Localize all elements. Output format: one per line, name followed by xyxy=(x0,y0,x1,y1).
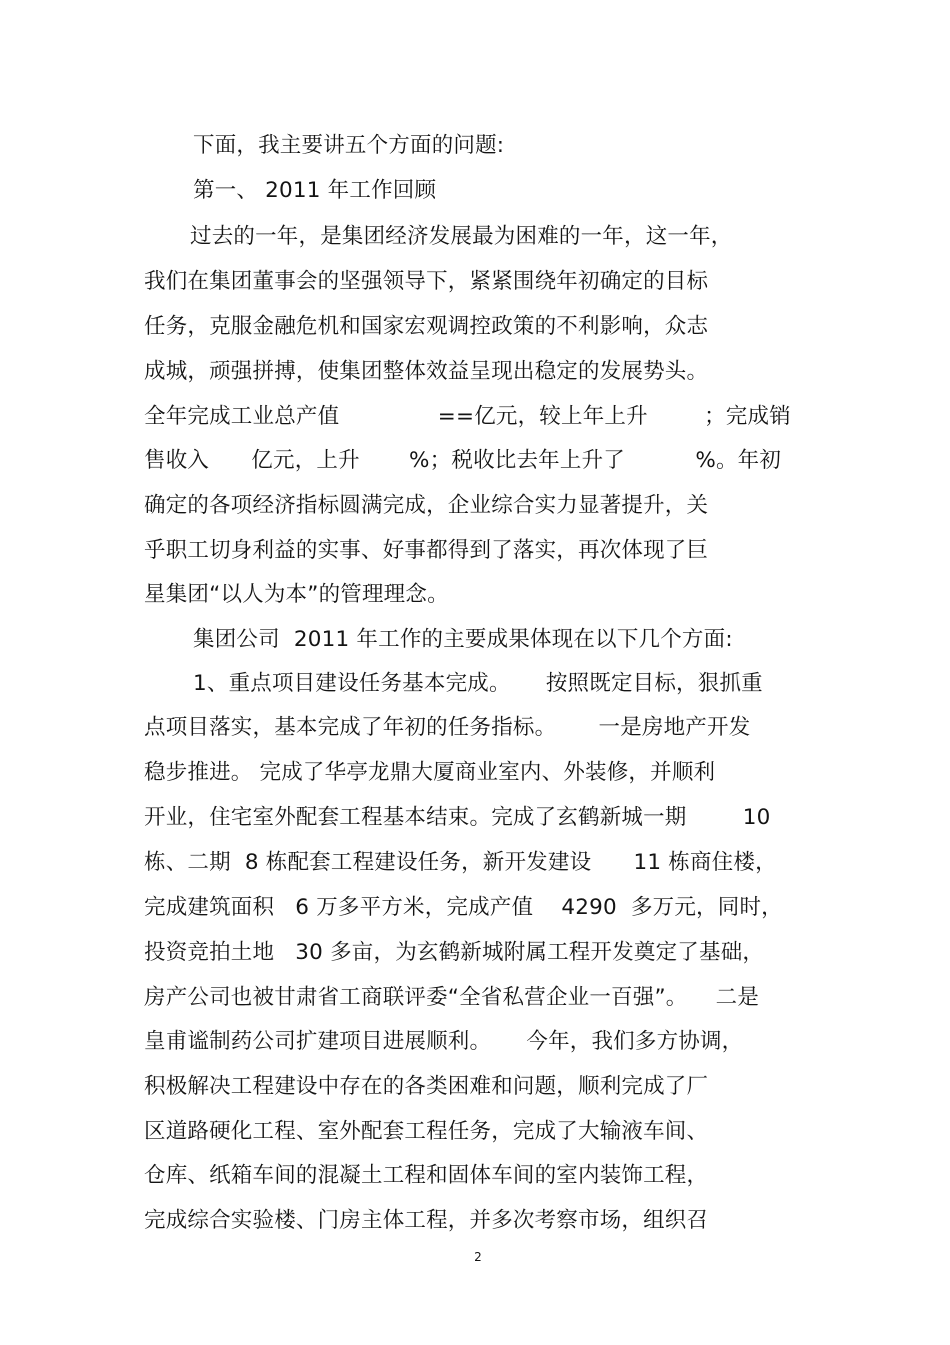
text-line-25: 完成综合实验楼、门房主体工程，并多次考察市场，组织召 xyxy=(144,1208,709,1233)
text-line-15: 稳步推进。 完成了华亭龙鼎大厦商业室内、外装修，并顺利 xyxy=(144,760,716,785)
text-line-18: 完成建筑面积 6 万多平方米，完成产值 4290 多万元，同时， xyxy=(144,895,783,920)
text-line-11: 星集团“以人为本”的管理理念。 xyxy=(144,582,449,607)
text-line-23: 区道路硬化工程、室外配套工程任务，完成了大输液车间、 xyxy=(144,1119,709,1144)
text-line-14: 点项目落实，基本完成了年初的任务指标。 一是房地产开发 xyxy=(144,715,751,740)
text-line-20: 房产公司也被甘肃省工商联评委“全省私营企业一百强”。 二是 xyxy=(144,985,760,1010)
text-line-13: 1、重点项目建设任务基本完成。 按照既定目标，狠抓重 xyxy=(193,671,763,696)
text-line-19: 投资竞拍土地 30 多亩，为玄鹤新城附属工程开发奠定了基础， xyxy=(144,940,765,965)
text-line-10: 乎职工切身利益的实事、好事都得到了落实，再次体现了巨 xyxy=(144,538,709,563)
text-line-7: 全年完成工业总产值 ==亿元，较上年上升 ；完成销 xyxy=(144,404,791,429)
text-line-17: 栋、二期 8 栋配套工程建设任务，新开发建设 11 栋商住楼， xyxy=(144,850,777,875)
text-line-1: 下面，我主要讲五个方面的问题: xyxy=(193,133,505,158)
text-line-6: 成城，顽强拼搏，使集团整体效益呈现出稳定的发展势头。 xyxy=(144,359,709,384)
text-line-2: 第一、 2011 年工作回顾 xyxy=(193,178,437,203)
text-line-12: 集团公司 2011 年工作的主要成果体现在以下几个方面: xyxy=(193,627,733,652)
text-line-4: 我们在集团董事会的坚强领导下，紧紧围绕年初确定的目标 xyxy=(144,269,709,294)
text-line-9: 确定的各项经济指标圆满完成，企业综合实力显著提升，关 xyxy=(144,493,709,518)
text-line-16: 开业，住宅室外配套工程基本结束。完成了玄鹤新城一期 10 xyxy=(144,805,771,830)
text-line-5: 任务，克服金融危机和国家宏观调控政策的不利影响，众志 xyxy=(144,314,709,339)
text-line-22: 积极解决工程建设中存在的各类困难和问题，顺利完成了厂 xyxy=(144,1074,709,1099)
text-line-8: 售收入 亿元，上升 %；税收比去年上升了 %。年初 xyxy=(144,448,782,473)
text-line-3: 过去的一年，是集团经济发展最为困难的一年，这一年， xyxy=(190,224,733,249)
text-line-21: 皇甫谧制药公司扩建项目进展顺利。 今年，我们多方协调， xyxy=(144,1029,744,1054)
page-number: 2 xyxy=(474,1250,482,1264)
text-line-24: 仓库、纸箱车间的混凝土工程和固体车间的室内装饰工程， xyxy=(144,1163,709,1188)
